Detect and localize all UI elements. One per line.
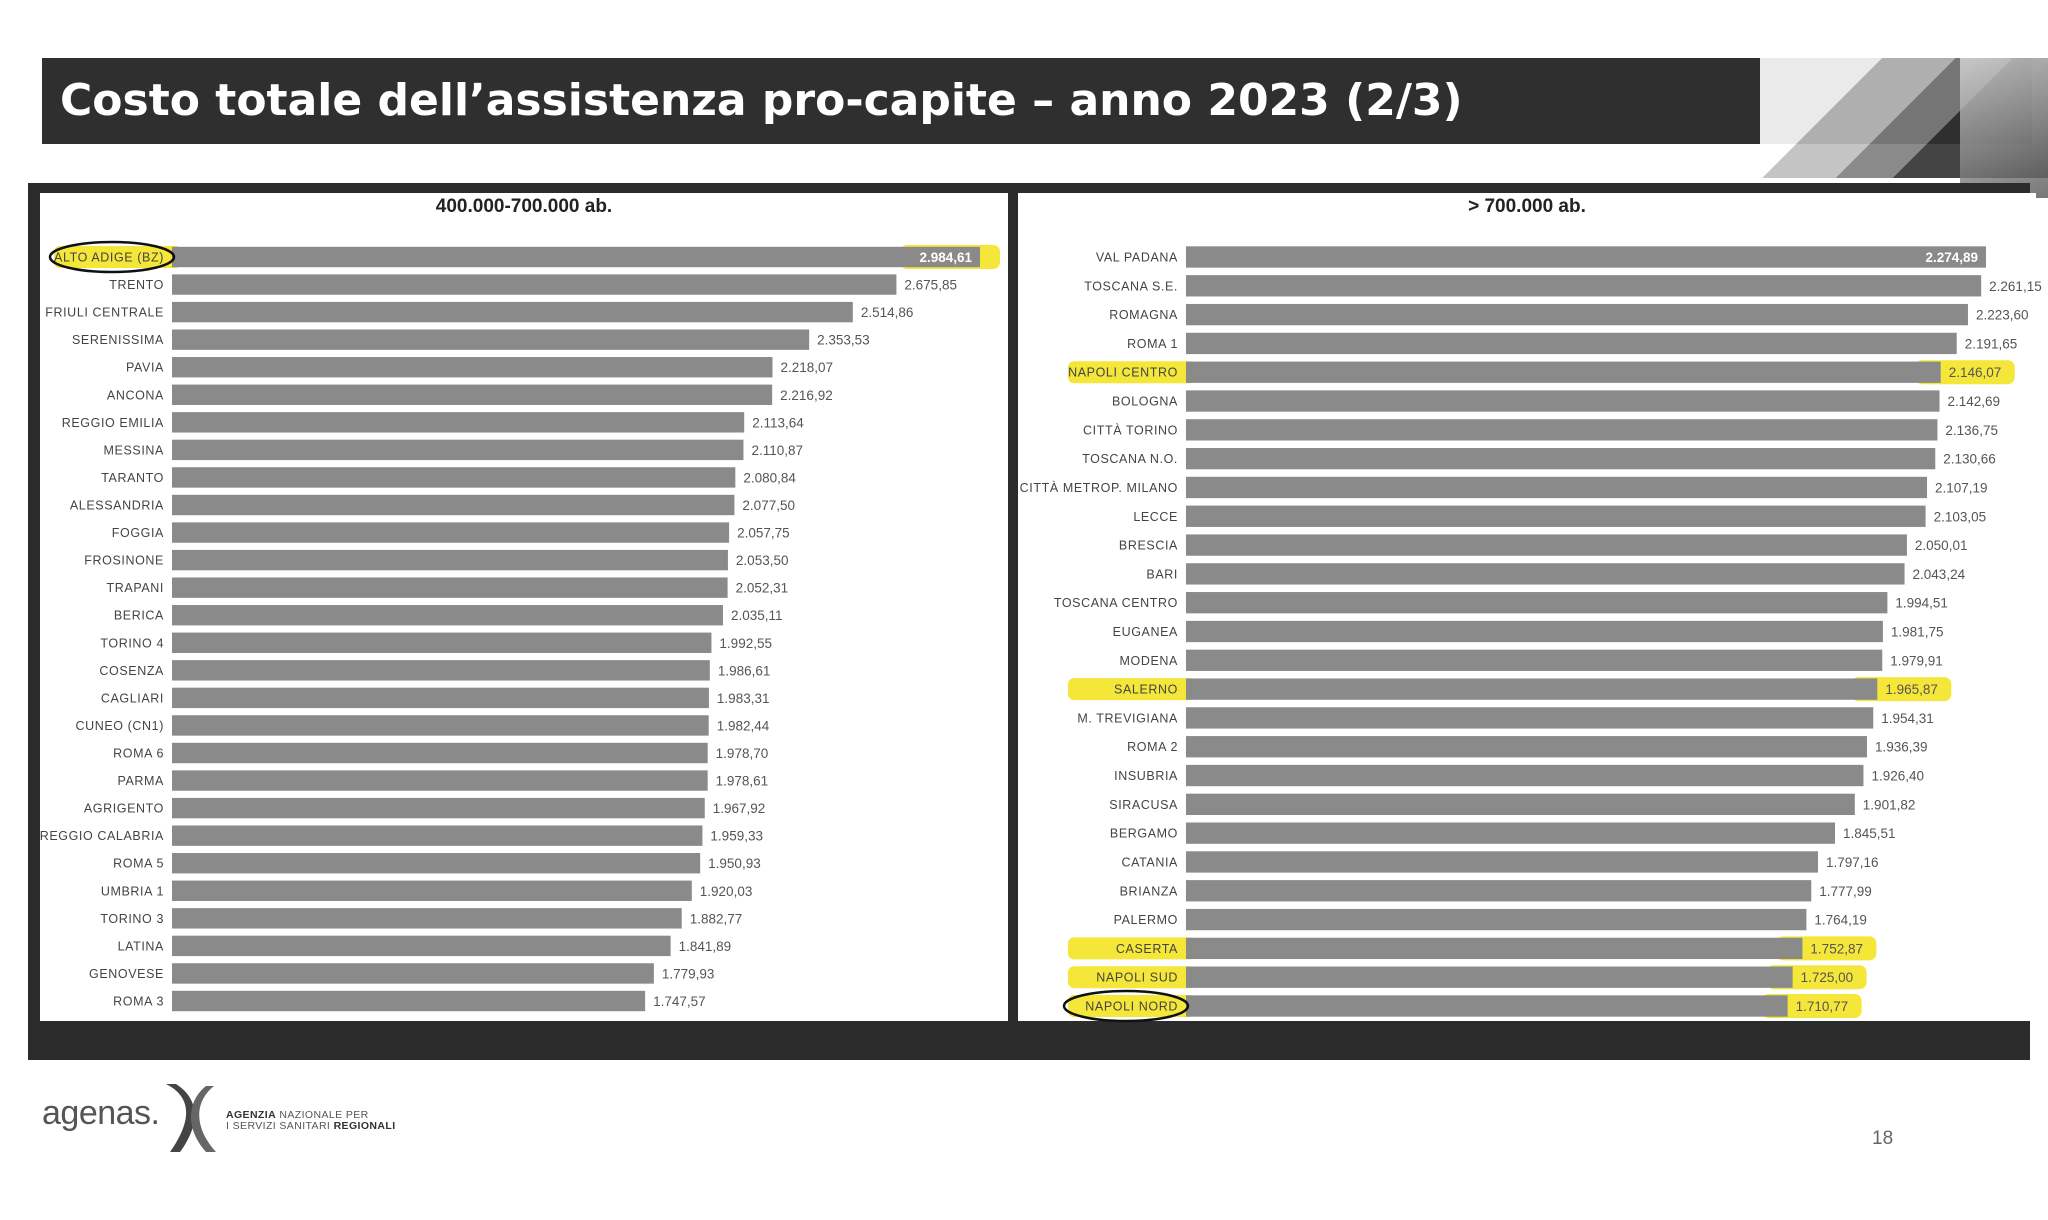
value-label: 2.052,31: [735, 580, 789, 596]
value-label: 1.779,93: [661, 966, 715, 982]
page-number: 18: [1872, 1128, 1894, 1149]
category-label: ROMA 5: [113, 856, 164, 871]
bar: [172, 633, 711, 653]
chart-panel-right: [1018, 193, 2042, 1021]
value-label: 2.353,53: [817, 332, 870, 348]
bar: [172, 963, 654, 983]
value-label: 2.035,11: [730, 608, 783, 624]
title-bar: [42, 58, 2032, 144]
bar: [1186, 563, 1905, 584]
value-label: 2.142,69: [1947, 394, 2001, 410]
category-label: CUNEO (CN1): [75, 718, 164, 733]
bar: [1186, 650, 1882, 671]
bar: [172, 770, 708, 790]
value-label: 1.983,31: [716, 690, 770, 706]
category-label: BOLOGNA: [1111, 394, 1178, 409]
bar: [1186, 765, 1863, 786]
value-label: 1.901,82: [1862, 797, 1916, 813]
category-label: SIRACUSA: [1109, 797, 1178, 812]
category-label: SALERNO: [1114, 682, 1178, 697]
bar: [1186, 621, 1883, 642]
value-label: 1.986,61: [717, 663, 771, 679]
value-label: 1.841,89: [678, 938, 732, 954]
bar: [172, 412, 744, 432]
bar: [1186, 794, 1855, 815]
category-label: CATANIA: [1121, 855, 1178, 870]
category-label: FOGGIA: [111, 526, 164, 541]
value-label: 1.747,57: [653, 994, 706, 1009]
value-label: 1.982,44: [716, 718, 770, 734]
category-label: REGGIO CALABRIA: [39, 829, 164, 844]
category-label: FRIULI CENTRALE: [45, 305, 164, 320]
category-label: TRENTO: [109, 278, 164, 293]
category-label: ALESSANDRIA: [69, 498, 164, 513]
bar: [1186, 736, 1867, 757]
category-label: ROMA 3: [113, 994, 164, 1009]
value-label: 1.978,61: [715, 773, 769, 789]
category-label: TOSCANA S.E.: [1084, 279, 1178, 294]
category-label: EUGANEA: [1112, 625, 1178, 639]
value-label: 1.936,39: [1874, 739, 1928, 755]
value-label: 2.043,24: [1912, 566, 1966, 582]
chart-title-right: > 700.000 ab.: [1468, 196, 1586, 217]
bar: [172, 522, 729, 542]
value-label: 1.965,87: [1885, 682, 1938, 698]
logo-org-name: AGENZIA NAZIONALE PER I SERVIZI SANITARI REGIONALI: [226, 1109, 396, 1132]
category-label: CITTÀ METROP. MILANO: [1019, 480, 1178, 495]
bar: [172, 825, 702, 845]
value-label: 1.981,75: [1890, 624, 1944, 640]
category-label: CITTÀ TORINO: [1083, 423, 1178, 438]
value-label: 1.950,93: [708, 856, 761, 872]
category-label: CASERTA: [1115, 941, 1178, 956]
bar: [172, 247, 980, 267]
bar-chart-right: [1018, 193, 2042, 1021]
category-label: PALERMO: [1113, 913, 1178, 928]
category-label: VAL PADANA: [1095, 250, 1178, 265]
value-label: 2.191,65: [1964, 336, 2018, 352]
value-label: 1.978,70: [715, 746, 769, 761]
value-label: 2.077,50: [742, 498, 795, 513]
category-label: AGRIGENTO: [83, 801, 164, 816]
category-label: ROMA 6: [113, 746, 164, 761]
value-label: 2.146,07: [1948, 365, 2002, 381]
value-label: 1.926,40: [1871, 768, 1925, 784]
bar: [172, 715, 709, 735]
value-label: 1.710,77: [1795, 999, 1849, 1014]
bar: [1186, 938, 1802, 959]
category-label: PARMA: [117, 774, 164, 789]
value-label: 2.218,07: [780, 360, 834, 376]
bar: [172, 908, 682, 928]
bar: [1186, 534, 1907, 555]
category-label: SERENISSIMA: [71, 333, 164, 348]
category-label: UMBRIA 1: [100, 884, 164, 899]
bar: [1186, 304, 1968, 325]
bar: [1186, 995, 1788, 1016]
value-label: 2.223,60: [1975, 307, 2029, 323]
bar: [172, 881, 692, 901]
bar: [1186, 477, 1927, 498]
bar: [172, 936, 671, 956]
bar: [172, 688, 709, 708]
value-label: 1.752,87: [1810, 941, 1863, 957]
category-label: TOSCANA N.O.: [1082, 452, 1178, 467]
category-label: LECCE: [1133, 509, 1178, 524]
value-label: 2.110,87: [751, 442, 804, 458]
category-label: MESSINA: [103, 443, 164, 458]
bar: [1186, 967, 1793, 988]
value-label: 2.103,05: [1933, 509, 1987, 525]
bar: [1186, 390, 1940, 411]
bar: [172, 660, 710, 680]
category-label: ROMAGNA: [1109, 308, 1178, 323]
value-label: 2.107,19: [1935, 480, 1988, 496]
bar: [1186, 678, 1877, 699]
category-label: MODENA: [1119, 653, 1178, 668]
value-label: 2.514,86: [860, 305, 914, 321]
value-label: 1.845,51: [1843, 826, 1896, 842]
bar: [172, 274, 896, 294]
category-label: ANCONA: [106, 388, 164, 403]
bar: [172, 577, 728, 597]
value-label: 2.984,61: [919, 250, 972, 265]
value-label: 2.080,84: [743, 470, 796, 486]
category-label: TORINO 3: [100, 911, 164, 926]
bar: [172, 357, 772, 377]
value-label: 2.113,64: [752, 415, 804, 431]
category-label: PAVIA: [126, 360, 164, 375]
category-label: NAPOLI SUD: [1096, 970, 1178, 985]
category-label: BRIANZA: [1119, 884, 1178, 899]
value-label: 2.130,66: [1943, 451, 1996, 467]
bar-chart-left: [40, 193, 1008, 1021]
bar: [172, 853, 700, 873]
category-label: ALTO ADIGE (BZ): [54, 250, 164, 265]
category-label: TOSCANA CENTRO: [1053, 596, 1178, 611]
value-label: 2.053,50: [735, 553, 789, 569]
value-label: 1.920,03: [699, 883, 753, 899]
bar: [172, 743, 708, 763]
bar: [172, 302, 853, 322]
category-label: ROMA 2: [1127, 740, 1178, 755]
bar: [1186, 448, 1935, 469]
value-label: 1.992,55: [719, 635, 772, 651]
value-label: 2.136,75: [1945, 422, 1998, 438]
value-label: 1.954,31: [1881, 710, 1934, 726]
category-label: GENOVESE: [89, 966, 164, 981]
chart-title-left: 400.000-700.000 ab.: [435, 196, 613, 217]
value-label: 1.797,16: [1825, 854, 1879, 870]
bar: [172, 467, 735, 487]
page-title: Costo totale dell’assistenza pro-capite – anno 2023 (2/3): [60, 75, 1463, 126]
value-label: 1.764,19: [1814, 912, 1867, 928]
agenas-logo: [42, 1078, 442, 1158]
bar: [1186, 880, 1811, 901]
category-label: TORINO 4: [100, 636, 164, 651]
category-label: COSENZA: [99, 663, 164, 678]
category-label: CAGLIARI: [100, 691, 164, 706]
category-label: NAPOLI NORD: [1085, 999, 1178, 1014]
bar: [172, 385, 772, 405]
category-label: FROSINONE: [84, 553, 164, 568]
bar: [1186, 592, 1887, 613]
category-label: BERICA: [113, 608, 164, 623]
value-label: 1.994,51: [1895, 595, 1948, 611]
bar: [1186, 246, 1986, 267]
bar: [1186, 333, 1957, 354]
bar: [1186, 822, 1835, 843]
category-label: BARI: [1146, 567, 1178, 582]
category-label: BERGAMO: [1109, 826, 1178, 841]
category-label: TARANTO: [101, 470, 164, 485]
value-label: 1.882,77: [689, 911, 743, 927]
bar: [172, 550, 728, 570]
value-label: 2.274,89: [1925, 250, 1978, 265]
bar: [1186, 506, 1926, 527]
logo-x-icon: [160, 1078, 222, 1158]
category-label: NAPOLI CENTRO: [1068, 365, 1178, 380]
value-label: 1.725,00: [1800, 970, 1854, 986]
bar: [1186, 275, 1981, 296]
bar: [172, 605, 723, 625]
value-label: 2.050,01: [1914, 538, 1968, 554]
value-label: 2.057,75: [737, 525, 790, 541]
category-label: M. TREVIGIANA: [1077, 711, 1178, 726]
bar: [172, 991, 645, 1011]
bar: [1186, 362, 1941, 383]
bar: [172, 495, 734, 515]
value-label: 1.777,99: [1819, 883, 1872, 899]
value-label: 2.216,92: [780, 387, 833, 403]
category-label: TRAPANI: [106, 581, 164, 596]
value-label: 2.675,85: [904, 277, 957, 293]
logo-wordmark: agenas.: [42, 1094, 160, 1132]
value-label: 2.261,15: [1989, 278, 2042, 294]
bar: [1186, 419, 1937, 440]
bar: [172, 798, 705, 818]
bar: [1186, 707, 1873, 728]
bar: [172, 329, 809, 349]
value-label: 1.959,33: [710, 828, 763, 844]
category-label: INSUBRIA: [1114, 769, 1178, 784]
bar: [1186, 851, 1818, 872]
category-label: REGGIO EMILIA: [61, 415, 164, 430]
category-label: BRESCIA: [1118, 538, 1178, 553]
category-label: ROMA 1: [1127, 336, 1178, 351]
bar: [172, 440, 743, 460]
value-label: 1.967,92: [712, 801, 766, 817]
value-label: 1.979,91: [1890, 653, 1943, 669]
bar: [1186, 909, 1806, 930]
category-label: LATINA: [117, 939, 164, 954]
chart-panel-left: [40, 193, 1008, 1021]
corner-decoration-edge: [1960, 58, 2048, 198]
